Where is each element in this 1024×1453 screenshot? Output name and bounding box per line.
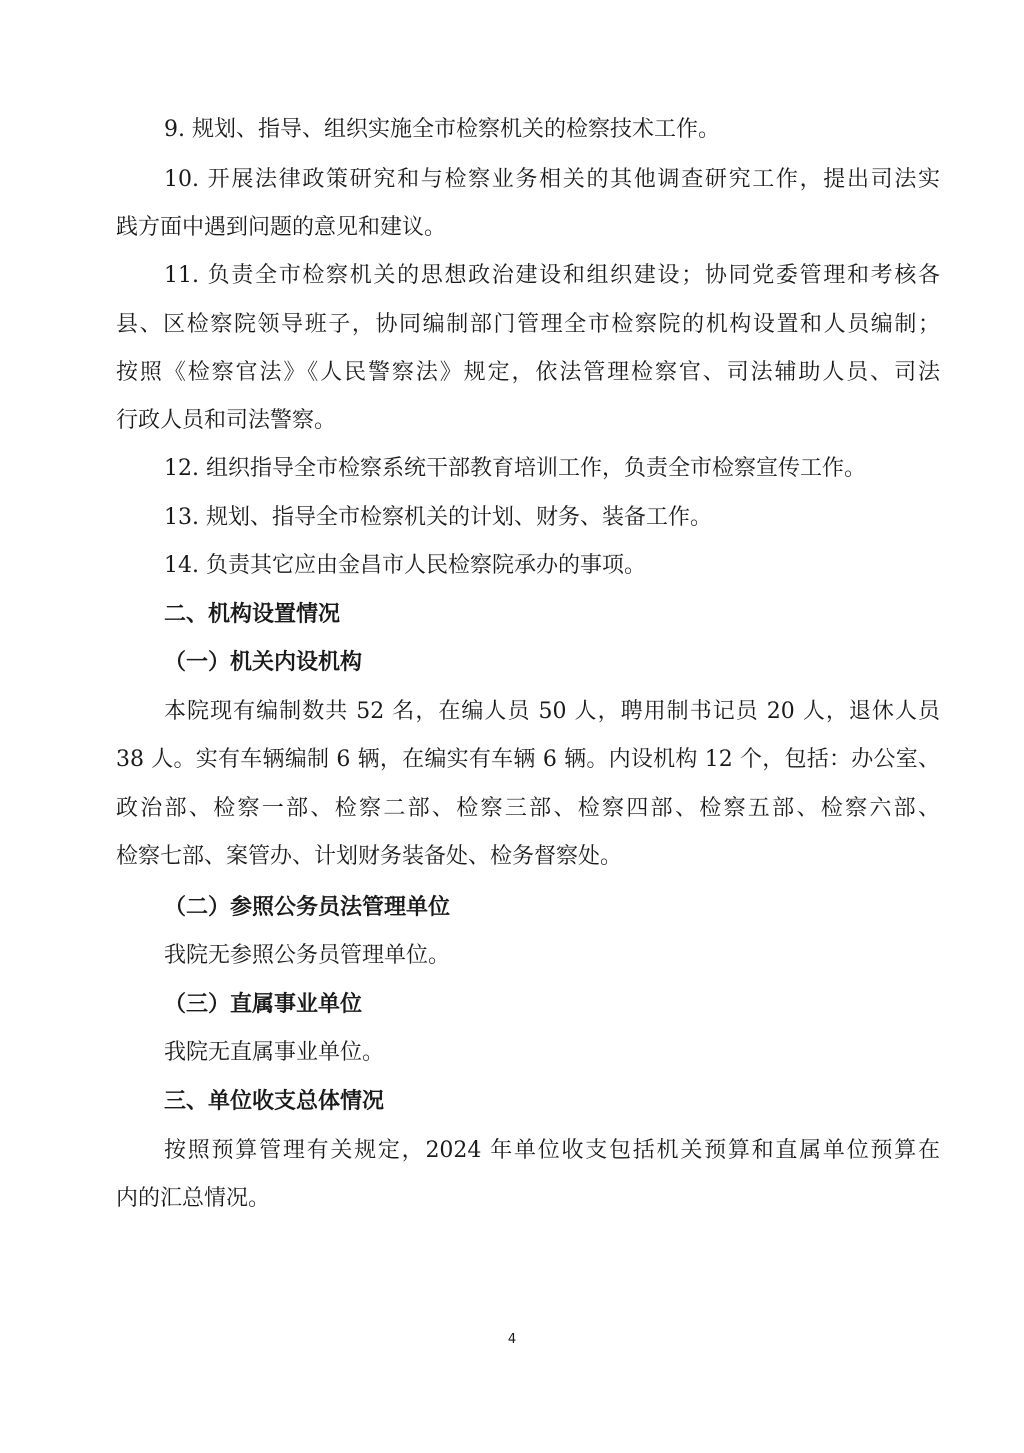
- item-12-text: 12. 组织指导全市检察系统干部教育培训工作，负责全市检察宣传工作。: [164, 456, 866, 481]
- subsection-2-text: 我院无参照公务员管理单位。: [164, 943, 451, 968]
- staffing-line-1: 本院现有编制数共 52 名，在编人员 50 人，聘用制书记员 20 人，退休人员: [164, 699, 940, 724]
- summary-line-1: 按照预算管理有关规定，2024 年单位收支包括机关预算和直属单位预算在: [164, 1138, 940, 1163]
- item-11-line-2: 县、区检察院领导班子，协同编制部门管理全市检察院的机构设置和人员编制；: [116, 312, 940, 337]
- item-11-line-3: 按照《检察官法》《人民警察法》规定，依法管理检察官、司法辅助人员、司法: [116, 360, 940, 385]
- item-11-line-4: 行政人员和司法警察。: [116, 408, 337, 433]
- subsection-heading-3: （三）直属事业单位: [164, 992, 363, 1017]
- summary-line-2: 内的汇总情况。: [116, 1186, 271, 1211]
- subsection-3-text: 我院无直属事业单位。: [164, 1040, 385, 1065]
- section-heading-3: 三、单位收支总体情况: [164, 1089, 385, 1114]
- item-10-line-1: 10. 开展法律政策研究和与检察业务相关的其他调查研究工作，提出司法实: [164, 167, 940, 192]
- staffing-line-2: 38 人。实有车辆编制 6 辆，在编实有车辆 6 辆。内设机构 12 个，包括：办公室、: [116, 747, 940, 772]
- subsection-heading-1: （一）机关内设机构: [164, 650, 363, 675]
- page-number: 4: [507, 1332, 517, 1347]
- item-13-text: 13. 规划、指导全市检察机关的计划、财务、装备工作。: [164, 505, 712, 530]
- staffing-line-4: 检察七部、案管办、计划财务装备处、检务督察处。: [116, 844, 623, 869]
- item-10-line-2: 践方面中遇到问题的意见和建议。: [116, 215, 447, 240]
- subsection-heading-2: （二）参照公务员法管理单位: [164, 895, 451, 920]
- item-14-text: 14. 负责其它应由金昌市人民检察院承办的事项。: [164, 553, 646, 578]
- staffing-line-3: 政治部、检察一部、检察二部、检察三部、检察四部、检察五部、检察六部、: [116, 796, 940, 821]
- item-11-line-1: 11. 负责全市检察机关的思想政治建设和组织建设；协同党委管理和考核各: [164, 263, 940, 288]
- item-9-text: 9. 规划、指导、组织实施全市检察机关的检察技术工作。: [164, 117, 720, 142]
- section-heading-2: 二、机构设置情况: [164, 602, 341, 627]
